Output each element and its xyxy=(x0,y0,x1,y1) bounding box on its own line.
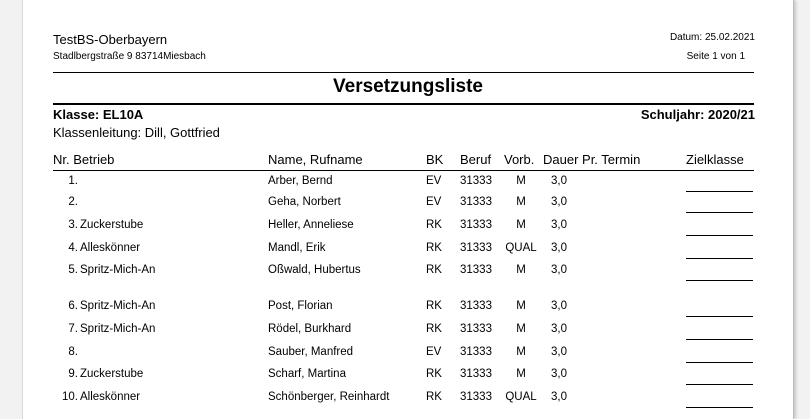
header-divider xyxy=(53,72,754,73)
class-teacher: Klassenleitung: Dill, Gottfried xyxy=(53,125,220,140)
row-name: Scharf, Martina xyxy=(268,368,346,380)
row-dauer: 3,0 xyxy=(551,323,567,335)
row-vorb: M xyxy=(516,264,526,276)
row-dauer: 3,0 xyxy=(551,196,567,208)
row-beruf: 31333 xyxy=(460,300,492,312)
row-vorb: QUAL xyxy=(505,242,537,254)
row-dauer: 3,0 xyxy=(551,391,567,403)
row-beruf: 31333 xyxy=(460,175,492,187)
row-dauer: 3,0 xyxy=(551,264,567,276)
row-vorb: M xyxy=(516,368,526,380)
row-bk: RK xyxy=(426,300,442,312)
row-bk: EV xyxy=(426,175,442,187)
row-company: Zuckerstube xyxy=(80,219,144,231)
column-header-name: Name, Rufname xyxy=(268,152,363,167)
column-header-nr-betrieb: Nr. Betrieb xyxy=(53,152,115,167)
row-number: 7. xyxy=(68,323,78,335)
row-bk: RK xyxy=(426,264,442,276)
zielklasse-line xyxy=(686,316,753,317)
title-divider xyxy=(53,103,754,105)
row-bk: RK xyxy=(426,391,442,403)
row-name: Arber, Bernd xyxy=(268,175,333,187)
page-number: Seite 1 von 1 xyxy=(686,51,745,62)
row-number: 3. xyxy=(68,219,78,231)
table-header-divider xyxy=(53,170,754,171)
report-date: Datum: 25.02.2021 xyxy=(669,32,755,43)
class-label: Klasse: EL10A xyxy=(53,107,144,122)
row-vorb: M xyxy=(516,346,526,358)
row-company: Spritz-Mich-An xyxy=(80,323,156,335)
row-vorb: M xyxy=(516,219,526,231)
row-beruf: 31333 xyxy=(460,196,492,208)
zielklasse-line xyxy=(686,362,753,363)
row-name: Schönberger, Reinhardt xyxy=(268,391,390,403)
row-number: 6. xyxy=(68,300,78,312)
row-beruf: 31333 xyxy=(460,219,492,231)
row-bk: RK xyxy=(426,242,442,254)
row-bk: RK xyxy=(426,323,442,335)
column-header-zielklasse: Zielklasse xyxy=(686,152,744,167)
column-header-beruf: Beruf xyxy=(460,152,492,167)
column-header-bk: BK xyxy=(426,152,444,167)
column-header-vorb: Vorb. xyxy=(504,152,535,167)
row-bk: RK xyxy=(426,219,442,231)
row-number: 8. xyxy=(68,346,78,358)
row-number: 5. xyxy=(68,264,78,276)
row-bk: RK xyxy=(426,368,442,380)
row-vorb: M xyxy=(516,300,526,312)
row-number: 2. xyxy=(68,196,78,208)
row-name: Rödel, Burkhard xyxy=(268,323,352,335)
row-dauer: 3,0 xyxy=(551,175,567,187)
row-dauer: 3,0 xyxy=(551,368,567,380)
row-number: 10. xyxy=(62,391,78,403)
zielklasse-line xyxy=(686,258,753,259)
row-beruf: 31333 xyxy=(460,323,492,335)
school-name: TestBS-Oberbayern xyxy=(53,32,168,47)
row-name: Mandl, Erik xyxy=(268,242,326,254)
row-company: Alleskönner xyxy=(80,242,141,254)
row-dauer: 3,0 xyxy=(551,300,567,312)
row-vorb: QUAL xyxy=(505,391,537,403)
zielklasse-line xyxy=(686,384,753,385)
row-name: Sauber, Manfred xyxy=(268,346,354,358)
row-beruf: 31333 xyxy=(460,264,492,276)
row-number: 4. xyxy=(68,242,78,254)
row-beruf: 31333 xyxy=(460,391,492,403)
row-name: Post, Florian xyxy=(268,300,333,312)
row-number: 1. xyxy=(68,175,78,187)
zielklasse-line xyxy=(686,212,753,213)
zielklasse-line xyxy=(686,191,753,192)
column-header-dauer-termin: Dauer Pr. Termin xyxy=(543,152,641,167)
row-company: Alleskönner xyxy=(80,391,141,403)
row-vorb: M xyxy=(516,175,526,187)
row-company: Zuckerstube xyxy=(80,368,144,380)
zielklasse-line xyxy=(686,280,753,281)
row-dauer: 3,0 xyxy=(551,346,567,358)
row-name: Oßwald, Hubertus xyxy=(268,264,361,276)
row-company: Spritz-Mich-An xyxy=(80,264,156,276)
school-year: Schuljahr: 2020/21 xyxy=(640,107,755,122)
row-company: Spritz-Mich-An xyxy=(80,300,156,312)
page-title: Versetzungsliste xyxy=(333,76,483,97)
row-name: Heller, Anneliese xyxy=(268,219,354,231)
report-page xyxy=(22,0,794,419)
row-dauer: 3,0 xyxy=(551,242,567,254)
zielklasse-line xyxy=(686,339,753,340)
row-dauer: 3,0 xyxy=(551,219,567,231)
row-beruf: 31333 xyxy=(460,242,492,254)
row-name: Geha, Norbert xyxy=(268,196,341,208)
row-bk: EV xyxy=(426,346,442,358)
row-vorb: M xyxy=(516,323,526,335)
row-number: 9. xyxy=(68,368,78,380)
zielklasse-line xyxy=(686,235,753,236)
row-vorb: M xyxy=(516,196,526,208)
row-beruf: 31333 xyxy=(460,368,492,380)
row-bk: EV xyxy=(426,196,442,208)
school-address: Stadlbergstraße 9 83714Miesbach xyxy=(53,51,206,62)
zielklasse-line xyxy=(686,407,753,408)
row-beruf: 31333 xyxy=(460,346,492,358)
